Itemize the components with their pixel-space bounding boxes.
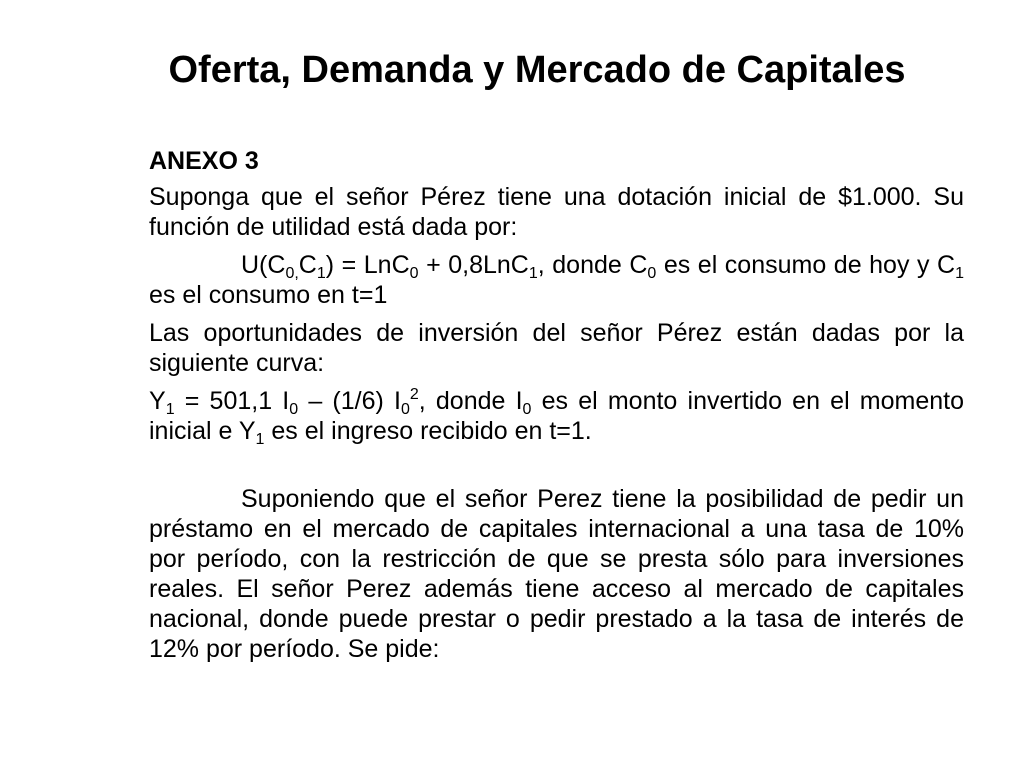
text-fragment: = 501,1 I — [174, 387, 290, 415]
text-fragment: , donde C — [537, 251, 648, 279]
text-fragment: es el monto invertido en el momento inicial e Y — [149, 387, 965, 445]
paragraph-investment-curve — [149, 386, 964, 446]
subscript: 1 — [165, 401, 175, 418]
slide-title: Oferta, Demanda y Mercado de Capitales — [168, 49, 906, 91]
subscript: 0 — [289, 401, 299, 418]
paragraph-utility-function — [149, 250, 964, 310]
subscript: 1 — [316, 265, 326, 282]
paragraph-endowment: Suponga que el señor Pérez tiene una dotación inicial de $1.000. Su función de utilidad está dada por: — [149, 183, 964, 241]
subscript: 0 — [409, 265, 419, 282]
text-fragment: C — [298, 251, 317, 279]
text-fragment: es el consumo en t=1 — [149, 281, 388, 309]
text-fragment: – (1/6) I — [298, 387, 401, 415]
annex-heading: ANEXO 3 — [149, 147, 259, 175]
subscript: 1 — [255, 431, 265, 448]
subscript: 1 — [955, 265, 965, 282]
paragraph-investment-opportunities: Las oportunidades de inversión del señor Pérez están dadas por la siguiente curva: — [149, 319, 964, 377]
superscript: 2 — [409, 386, 419, 403]
subscript: 0 — [400, 401, 410, 418]
text-fragment: , donde I — [418, 387, 523, 415]
text-fragment: Y — [149, 387, 166, 415]
slide-content — [149, 146, 964, 672]
subscript: 0 — [647, 265, 657, 282]
paragraph-capital-markets: Suponiendo que el señor Perez tiene la posibilidad de pedir un préstamo en el mercado de capitales internacional a una tasa de 10% por período, con la restricción de que se presta sólo para inversiones reales. El señor Perez además tiene acceso al mercado de capitales nacional, donde puede prestar o pedir prestado a la tasa de interés de 12% por período. Se pide: — [149, 485, 964, 663]
text-fragment: es el ingreso recibido en t=1. — [264, 417, 592, 445]
text-fragment: ) = LnC — [325, 251, 410, 279]
subscript: 0 — [522, 401, 532, 418]
text-fragment: U(C — [241, 251, 286, 279]
text-fragment: + 0,8LnC — [418, 251, 529, 279]
subscript: 0, — [285, 265, 299, 282]
subscript: 1 — [528, 265, 538, 282]
text-fragment: es el consumo de hoy y C — [656, 251, 956, 279]
